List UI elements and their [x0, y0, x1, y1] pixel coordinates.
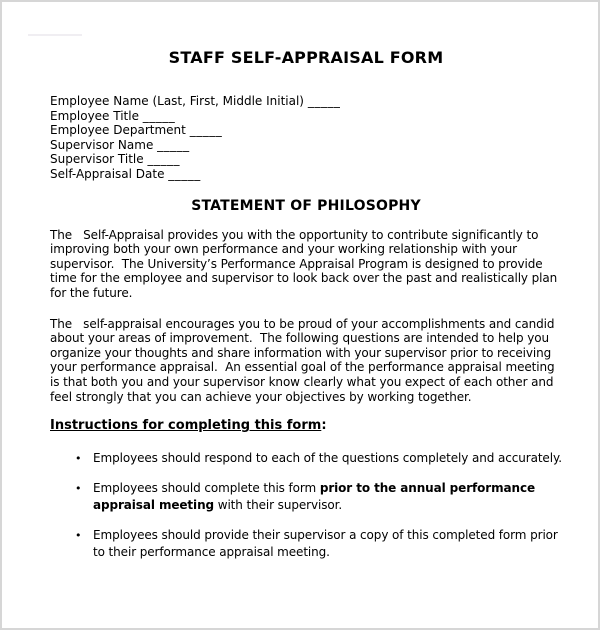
field-row [50, 123, 562, 138]
field-row [50, 94, 562, 109]
philosophy-paragraph-1: The Self-Appraisal provides you with the opportunity to contribute significantly to improving both your own performance and your working relationship with your supervisor. The University’s Performance Appraisal Program is designed to provide time for the employee and supervisor to look back over the past and realistically plan for the future. [50, 227, 561, 300]
bullet-text: Employees should complete this form prior to the annual performance appraisal meeting with their supervisor. [93, 481, 540, 513]
field-blank-line[interactable]: _____ [168, 166, 201, 181]
field-label: Employee Title [50, 108, 143, 123]
philosophy-paragraph-2: The self-appraisal encourages you to be proud of your accomplishments and candid about your areas of improvement. The following questions are intended to help you organize your thoughts and share information with your supervisor prior to receiving your performance appraisal. An essential goal of the performance appraisal meeting is that both you and your supervisor know clearly what you expect of each other and feel strongly that you can achieve your objectives by working together. [50, 316, 559, 404]
field-label: Self-Appraisal Date [50, 166, 169, 181]
field-row [50, 109, 562, 124]
field-blank-line[interactable]: _____ [142, 108, 176, 123]
field-label: Employee Name (Last, First, Middle Initial) [50, 94, 308, 108]
document-title: STAFF SELF-APPRAISAL FORM [168, 48, 444, 67]
field-blank-line[interactable]: _____ [147, 152, 180, 167]
field-row [50, 138, 562, 153]
field-blank-line[interactable]: _____ [307, 94, 341, 108]
instructions-heading [50, 418, 562, 434]
field-row [50, 152, 562, 167]
bullet-icon: • [75, 482, 82, 496]
instructions-list [50, 450, 562, 561]
field-blank-line[interactable]: _____ [157, 137, 190, 152]
field-row [50, 167, 562, 182]
field-label: Supervisor Title [50, 152, 148, 167]
instructions-heading-colon: : [321, 418, 327, 434]
bullet-icon: • [75, 529, 82, 543]
document-body [2, 2, 598, 561]
bullet-item [50, 450, 562, 467]
bullet-icon: • [75, 452, 82, 466]
faint-artifact-line [28, 34, 82, 36]
field-blank-line[interactable]: _____ [189, 123, 223, 138]
field-label: Supervisor Name [50, 137, 158, 152]
field-label: Employee Department [50, 123, 190, 138]
philosophy-heading: STATEMENT OF PHILOSOPHY [191, 197, 421, 214]
bullet-text: Employees should respond to each of the questions completely and accurately. [93, 451, 562, 466]
bullet-item [50, 480, 562, 514]
bullet-text: Employees should provide their supervisor a copy of this completed form prior to their performance appraisal meeting. [93, 528, 562, 560]
bullet-item [50, 527, 562, 561]
instructions-heading-underlined-text: Instructions for completing this form [50, 418, 322, 434]
form-fields [50, 94, 562, 182]
